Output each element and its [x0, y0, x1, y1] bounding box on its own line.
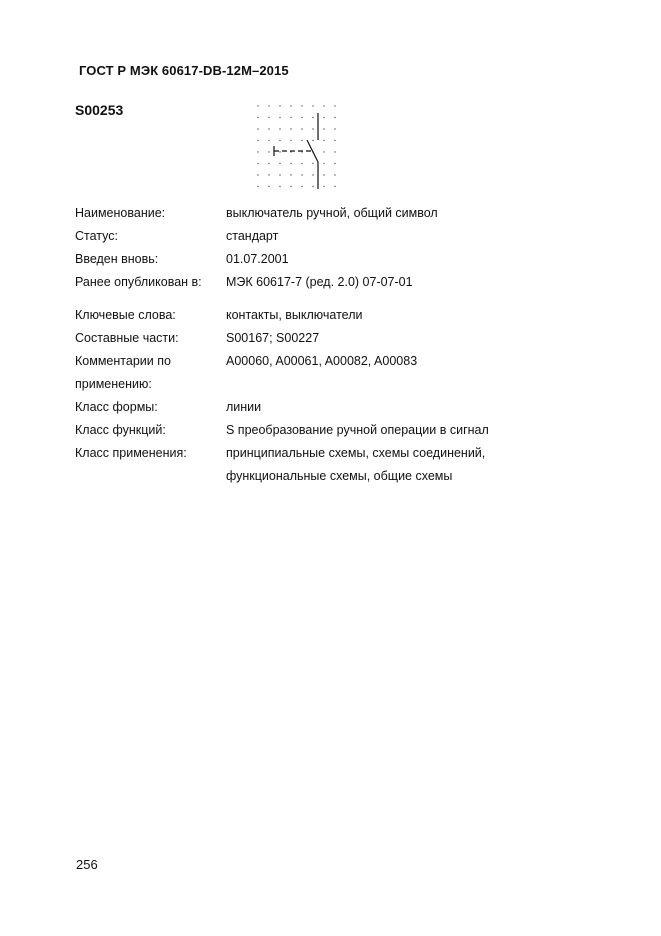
property-label: Ранее опубликован в:: [75, 275, 202, 289]
grid-dot: [257, 117, 258, 118]
grid-dot: [290, 105, 291, 106]
grid-dot: [334, 128, 335, 129]
grid-dot: [334, 163, 335, 164]
property-value: [226, 442, 545, 488]
grid-dot: [312, 174, 313, 175]
grid-dot: [323, 151, 324, 152]
grid-dot: [301, 186, 302, 187]
property-row-function-class: [75, 419, 545, 442]
property-row-keywords: [75, 304, 545, 327]
grid-dot: [334, 151, 335, 152]
grid-dot: [334, 117, 335, 118]
property-label: Класс формы:: [75, 400, 158, 414]
property-value: линии: [226, 400, 262, 414]
symbol-code: S00253: [75, 102, 124, 118]
grid-dot: [279, 105, 280, 106]
grid-dot: [301, 140, 302, 141]
grid-dot: [334, 105, 335, 106]
grid-dot: [323, 128, 324, 129]
property-row-components: [75, 327, 545, 350]
grid-dot: [290, 128, 291, 129]
property-value: S преобразование ручной операции в сигнал: [226, 423, 489, 437]
grid-dot: [323, 186, 324, 187]
property-label-line: применению:: [75, 377, 152, 391]
grid-dot: [279, 128, 280, 129]
property-label: [75, 350, 226, 396]
grid-dot: [301, 105, 302, 106]
grid-dot: [301, 174, 302, 175]
grid-dot: [334, 140, 335, 141]
property-label: Статус:: [75, 229, 118, 243]
grid-dot: [323, 140, 324, 141]
properties-table: [75, 202, 545, 488]
property-value: МЭК 60617-7 (ред. 2.0) 07-07-01: [226, 275, 413, 289]
property-label: Класс применения:: [75, 446, 187, 460]
grid-dot: [268, 105, 269, 106]
manual-switch-symbol: [250, 98, 336, 198]
grid-dot: [268, 163, 269, 164]
property-label: Класс функций:: [75, 423, 166, 437]
grid-dot: [257, 174, 258, 175]
property-value: выключатель ручной, общий символ: [226, 206, 438, 220]
grid-dot: [323, 117, 324, 118]
grid-dot: [268, 174, 269, 175]
grid-dot: [312, 128, 313, 129]
grid-dot: [279, 174, 280, 175]
grid-dot: [301, 117, 302, 118]
property-value: S00167; S00227: [226, 331, 320, 345]
grid-dot: [257, 140, 258, 141]
property-value: контакты, выключатели: [226, 308, 363, 322]
property-value: 01.07.2001: [226, 252, 289, 266]
grid-dot: [334, 174, 335, 175]
property-row-form-class: [75, 396, 545, 419]
page-number: 256: [76, 857, 98, 872]
property-label-line: Комментарии по: [75, 354, 171, 368]
property-label: Составные части:: [75, 331, 179, 345]
property-row-previously-published: [75, 271, 545, 294]
grid-dot: [257, 163, 258, 164]
symbol-grid-dots: [257, 105, 335, 187]
grid-dot: [257, 128, 258, 129]
property-value: стандарт: [226, 229, 279, 243]
grid-dot: [290, 140, 291, 141]
grid-dot: [290, 174, 291, 175]
grid-dot: [312, 163, 313, 164]
grid-dot: [323, 174, 324, 175]
property-row-status: [75, 225, 545, 248]
grid-dot: [312, 140, 313, 141]
property-row-application-class: [75, 442, 545, 488]
grid-dot: [301, 163, 302, 164]
grid-dot: [279, 151, 280, 152]
property-label: Введен вновь:: [75, 252, 159, 266]
grid-dot: [279, 163, 280, 164]
grid-dot: [334, 186, 335, 187]
grid-dot: [268, 151, 269, 152]
property-row-comments: [75, 350, 545, 396]
grid-dot: [268, 140, 269, 141]
grid-dot: [301, 128, 302, 129]
grid-dot: [257, 105, 258, 106]
property-value-line: принципиальные схемы, схемы соединений,: [226, 446, 486, 460]
grid-dot: [290, 186, 291, 187]
grid-dot: [312, 117, 313, 118]
grid-dot: [268, 117, 269, 118]
property-label: Ключевые слова:: [75, 308, 176, 322]
grid-dot: [257, 151, 258, 152]
grid-dot: [257, 186, 258, 187]
grid-dot: [290, 117, 291, 118]
property-value-line: функциональные схемы, общие схемы: [226, 469, 453, 483]
grid-dot: [323, 105, 324, 106]
grid-dot: [290, 163, 291, 164]
grid-dot: [312, 105, 313, 106]
grid-dot: [312, 186, 313, 187]
property-value: A00060, A00061, A00082, A00083: [226, 354, 418, 368]
grid-dot: [279, 117, 280, 118]
grid-dot: [268, 186, 269, 187]
grid-dot: [323, 163, 324, 164]
grid-dot: [268, 128, 269, 129]
grid-dot: [279, 186, 280, 187]
property-label: Наименование:: [75, 206, 166, 220]
document-header: ГОСТ Р МЭК 60617-DB-12M–2015: [79, 63, 289, 78]
property-row-introduced: [75, 248, 545, 271]
property-row-name: [75, 202, 545, 225]
grid-dot: [279, 140, 280, 141]
